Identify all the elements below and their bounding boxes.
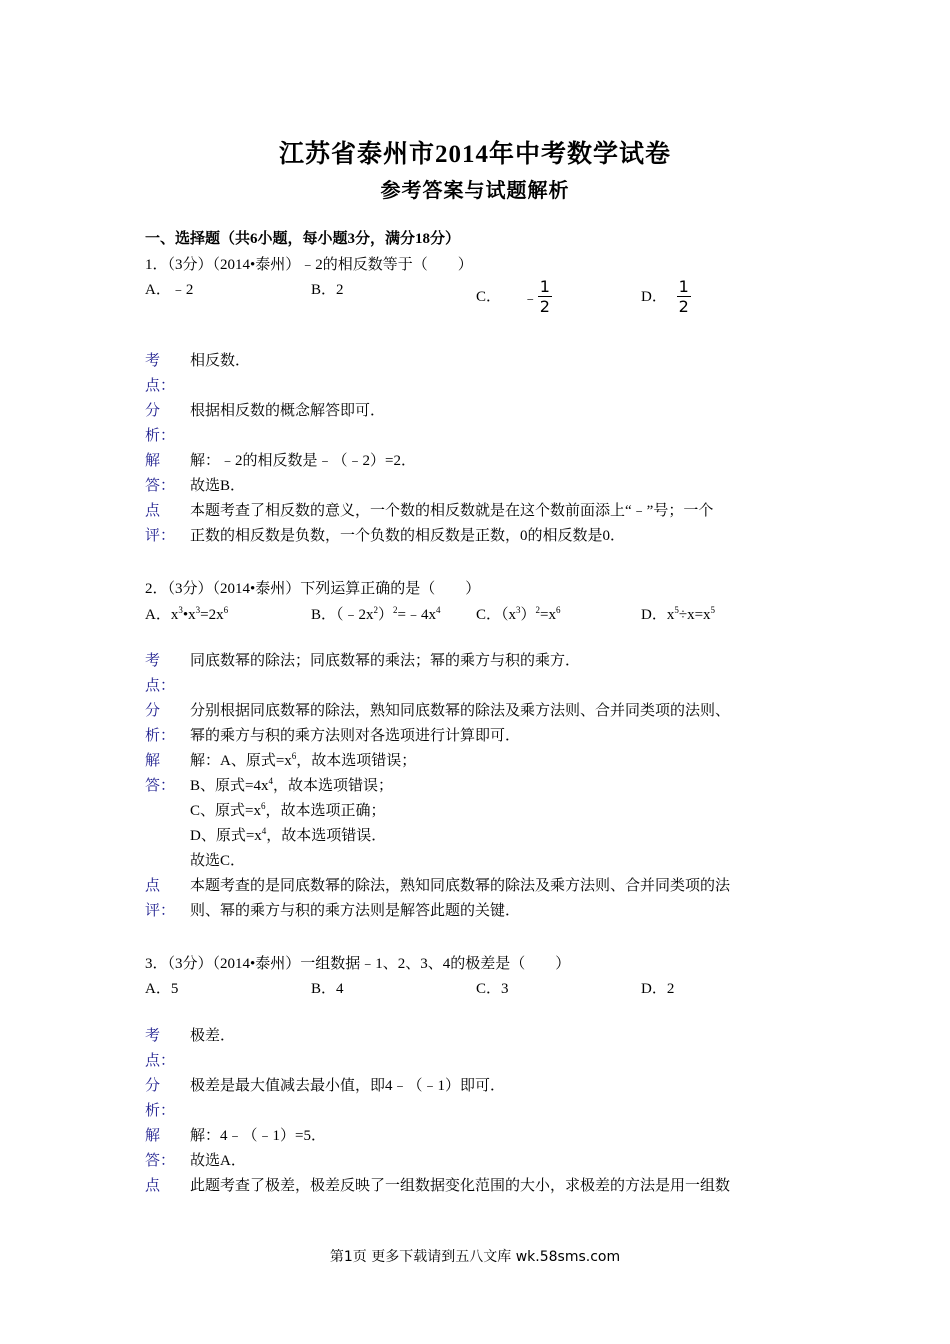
- section-heading: 一、选择题（共6小题，每小题3分，满分18分）: [145, 231, 461, 247]
- q1-kaodian: 相反数．: [190, 353, 251, 369]
- q3-stem: 3．（3分）（2014•泰州）一组数据﹣1、2、3、4的极差是（ ）: [145, 956, 571, 972]
- q1-option-b: B．2: [311, 282, 344, 298]
- q1-dianping-label: 点 评：: [145, 503, 176, 544]
- q3-jieda: 解：4﹣（﹣1）=5． 故选A．: [190, 1128, 326, 1169]
- q2-option-c: C．$(x^3)^2=x^6$: [476, 605, 561, 623]
- q3-option-d: D．2: [641, 981, 675, 997]
- q2-jieda-label: 解 答：: [145, 753, 176, 794]
- q3-dianping: 此题考查了极差，极差反映了一组数据变化范围的大小，求极差的方法是用一组数: [190, 1178, 731, 1194]
- q2-option-a: A．$x^3•x^3=2x^6$: [145, 605, 229, 623]
- q1-kaodian-label: 考 点：: [145, 353, 176, 394]
- q1-option-d-fraction: $\frac{1}{2}$: [678, 277, 689, 316]
- q1-jieda: 解：﹣2的相反数是﹣（﹣2）=2． 故选B．: [190, 453, 416, 494]
- page-subtitle: 参考答案与试题解析: [380, 180, 570, 202]
- q3-option-b: B．4: [311, 981, 344, 997]
- q1-option-c-fraction: $\frac{1}{2}$: [539, 277, 550, 316]
- q1-jieda-label: 解 答：: [145, 453, 176, 494]
- q1-dianping: 本题考查了相反数的意义，一个数的相反数就是在这个数前面添上“﹣”号；一个 正数的相反数是负数，一个负数的相反数是正数，0的相反数是0．: [190, 503, 714, 544]
- q1-option-a: A．﹣2: [145, 282, 194, 298]
- q3-fenxi-label: 分 析：: [145, 1078, 176, 1119]
- q1-fenxi: 根据相反数的概念解答即可．: [190, 403, 386, 419]
- q3-option-a: A．5: [145, 981, 179, 997]
- q1-fenxi-label: 分 析：: [145, 403, 176, 444]
- q2-fenxi-label: 分 析：: [145, 703, 176, 744]
- q2-fenxi: 分别根据同底数幂的除法，熟知同底数幂的除法及乘方法则、合并同类项的法则、 幂的乘方与积的乘方法则对各选项进行计算即可．: [190, 703, 731, 744]
- q3-kaodian-label: 考 点：: [145, 1028, 176, 1069]
- q2-jieda: 解：A、原式$=x^6$，故本选项错误； B、原式$=4x^4$，故本选项错误； C、原式$=x^6$，故本选项正确； D、原式$=x^4$，故本选项错误． 故选C．: [190, 751, 417, 869]
- q2-kaodian: 同底数幂的除法；同底数幂的乘法；幂的乘方与积的乘方．: [190, 653, 581, 669]
- q1-option-c-sign: ﹣: [522, 289, 538, 307]
- q2-dianping: 本题考查的是同底数幂的除法，熟知同底数幂的除法及乘方法则、合并同类项的法 则、幂的乘方与积的乘方法则是解答此题的关键．: [190, 878, 731, 919]
- q2-kaodian-label: 考 点：: [145, 653, 176, 694]
- q1-option-c: C． ﹣ $\frac{1}{2}$: [476, 277, 550, 316]
- q3-kaodian: 极差．: [190, 1028, 236, 1044]
- page-footer: 第1页 更多下载请到五八文库 wk.58sms.com: [329, 1249, 621, 1265]
- q2-dianping-label: 点 评：: [145, 878, 176, 919]
- q3-jieda-label: 解 答：: [145, 1128, 176, 1169]
- q3-fenxi: 极差是最大值减去最小值，即4﹣（﹣1）即可．: [190, 1078, 506, 1094]
- q2-option-d: D．$x^5\div x=x^5$: [641, 605, 716, 623]
- q1-option-d: D． $\frac{1}{2}$: [641, 277, 689, 316]
- page-title: 江苏省泰州市2014年中考数学试卷: [278, 141, 671, 168]
- q1-stem: 1．（3分）（2014•泰州）﹣2的相反数等于（ ）: [145, 257, 473, 273]
- q2-stem: 2．（3分）（2014•泰州）下列运算正确的是（ ）: [145, 581, 481, 597]
- q3-option-c: C．3: [476, 981, 509, 997]
- q2-option-b: B．$(﹣2x^2)^2=﹣4x^4$: [311, 605, 441, 623]
- q3-dianping-label: 点: [145, 1178, 161, 1194]
